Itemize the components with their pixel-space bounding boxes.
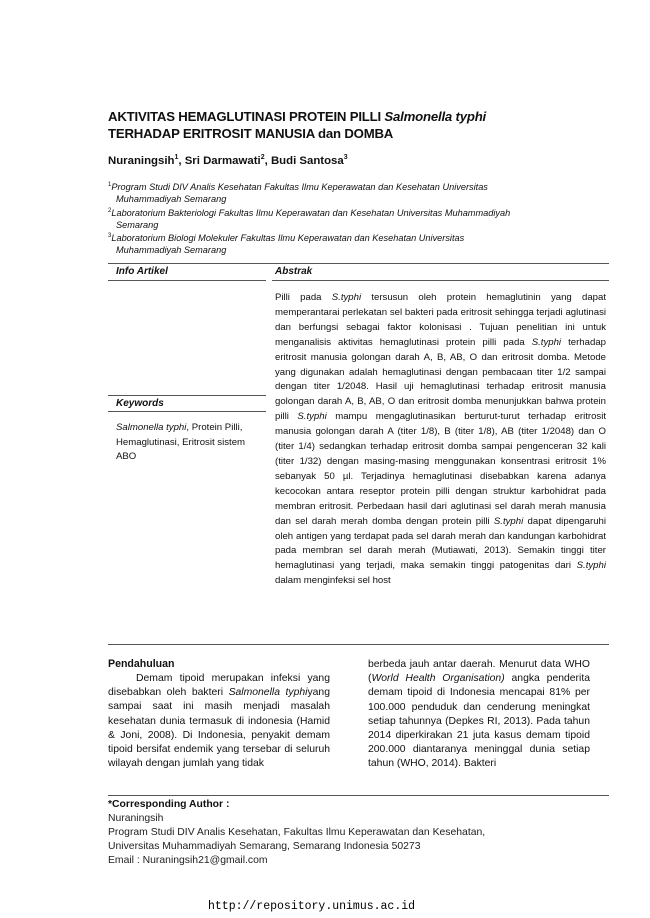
keywords-list: Salmonella typhi, Protein Pilli, Hemaglutinasi, Eritrosit sistem ABO xyxy=(116,422,246,462)
intro-left-column: Demam tipoid merupakan infeksi yang disebabkan oleh bakteri Salmonella typhiyang sampai saat ini masih menjadi masalah kesehatan dunia termasuk di indonesia (Hamid & Joni, 2008). Di Indonesia, penyakit demam tipoid bersifat endemik yang tersebar di seluruh wilayah dengan jumlah yang tidak xyxy=(108,673,330,770)
section-heading-pendahuluan: Pendahuluan xyxy=(108,658,175,670)
corresponding-author-email[interactable]: Email : Nuraningsih21@gmail.com xyxy=(108,855,268,866)
table-bottom-rule xyxy=(108,644,609,645)
info-header-rule xyxy=(108,280,266,281)
keywords-bottom-rule xyxy=(108,411,266,412)
abstract-header: Abstrak xyxy=(275,266,313,277)
author-name: Nuraningsih xyxy=(108,154,175,167)
affiliation-3: $^3$Laboratorium Biologi Molekuler Fakultas Ilmu Keperawatan dan Kesehatan Universitas Muhammadiyah Semarang xyxy=(108,233,465,256)
table-top-rule xyxy=(108,263,609,264)
abstract-body: Pilli pada S.typhi tersusun oleh protein hemaglutinin yang dapat memperantarai perlekatan sel bakteri pada eritrosit sehingga terjadi aglutinasi dan berfungsi sebagai faktor kolonisasi . Tujuan penelitian ini untuk menganalisis aktivitas hemaglutinasi protein pilli pada S.typhi terhadap eritrosit manusia golongan darah A, B, AB, O dan eritrosit domba. Metode yang digunakan adalah hemaglutinasi dengan pembacaan titer 1/2 sampai dengan titer 1/2048. Hasil uji hemaglutinasi terhadap eritrosit manusia golongan darah A, B, AB, O dan eritrosit domba menunjukkan bahwa protein pilli S.typhi mampu mengaglutinasikan berturut-turut terhadap eritrosit manusia golongan darah A (titer 1/8), B (titer 1/8), AB (titer 1/2048) dan O (titer 1/4) sedangkan terhadap eritrosit domba sampai pengenceran 32 kali (titer 1/32) dengan masing-masing menggunakan konsentrasi eritrosit 1% sebanyak 50 µl. Terjadinya hemaglutinasi disebabkan karena adanya kecocokan antara reseptor protein pilli dengan struktur karbohidrat pada membran eritrosit. Perbedaan hasil dari aglutinasi sel darah merah manusia dan sel darah merah domba dengan protein pilli S.typhi dapat dipengaruhi oleh antigen yang terdapat pada sel darah merah dan kandungan karbohidrat pada membran sel darah merah (Mutiawati, 2013). Semakin tinggi titer hemaglutinasi yang terjadi, maka semakin tinggi patogenitas dari S.typhi dalam menginfeksi sel host xyxy=(275,292,606,587)
author-name: Budi Santosa xyxy=(270,154,344,167)
keywords-label: Keywords xyxy=(116,398,164,409)
corresponding-author-header: *Corresponding Author : xyxy=(108,799,230,810)
corresponding-author-affiliation: Program Studi DIV Analis Kesehatan, Fakultas Ilmu Keperawatan dan Kesehatan, xyxy=(108,827,486,838)
paper-title-line1: AKTIVITAS HEMAGLUTINASI PROTEIN PILLI Salmonella typhi xyxy=(108,109,487,124)
corresponding-author-address: Universitas Muhammadiyah Semarang, Semarang Indonesia 50273 xyxy=(108,841,421,852)
corresponding-author-name: Nuraningsih xyxy=(108,813,164,824)
keywords-top-rule xyxy=(108,395,266,396)
affiliation-2: $^2$Laboratorium Bakteriologi Fakultas Ilmu Keperawatan dan Kesehatan Universitas Muhammadiyah Semarang xyxy=(108,208,511,231)
footnote-rule xyxy=(108,795,609,796)
paper-title-line2: TERHADAP ERITROSIT MANUSIA dan DOMBA xyxy=(108,126,394,141)
intro-right-column: berbeda jauh antar daerah. Menurut data WHO (World Health Organisation) angka penderita demam tipoid di Indonesia mencapai 81% per 100.000 penduduk dan cenderung meningkat setiap tahunnya (Depkes RI, 2013). Pada tahun 2014 diperkirakan 21 juta kasus demam tipoid 200.000 diantaranya meninggal dunia setiap tahun (WHO, 2014). Bakteri xyxy=(368,659,590,770)
author-name: Sri Darmawati xyxy=(184,154,261,167)
abstract-header-rule xyxy=(272,280,609,281)
repository-url-link[interactable]: http://repository.unimus.ac.id xyxy=(208,900,416,913)
paper-title xyxy=(108,108,608,142)
author-list: Nuraningsih$^1$, Sri Darmawati$^2$, Budi Santosa$^3$ xyxy=(108,154,348,167)
info-artikel-header: Info Artikel xyxy=(116,266,168,277)
affiliation-1: $^1$Program Studi DIV Analis Kesehatan Fakultas Ilmu Keperawatan dan Kesehatan Universitas Muhammadiyah Semarang xyxy=(108,182,488,205)
